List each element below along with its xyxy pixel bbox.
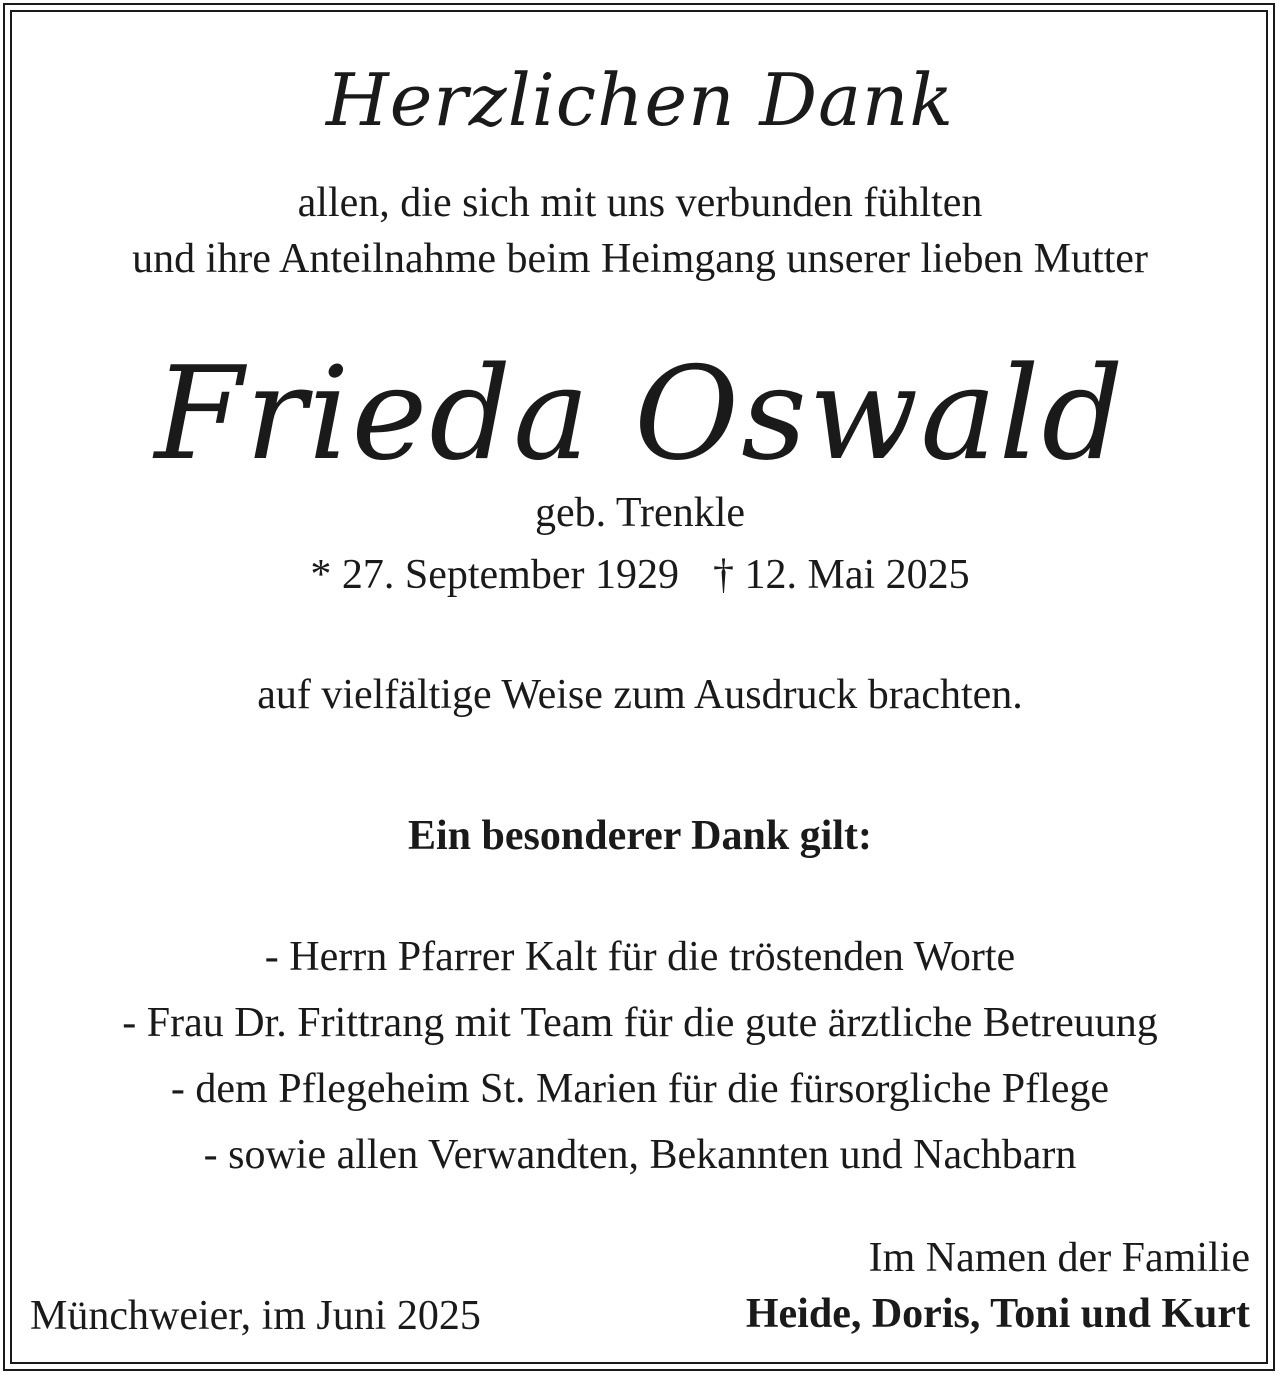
thanks-list [0, 924, 1280, 1188]
life-dates [0, 550, 1280, 600]
special-thanks-heading: Ein besonderer Dank gilt: [407, 813, 872, 859]
thanks-item: - Herrn Pfarrer Kalt für die tröstenden Worte [264, 934, 1016, 980]
notice-heading: Herzlichen Dank [325, 58, 955, 142]
family-label: Im Namen der Familie [868, 1235, 1250, 1281]
thanks-item: - sowie allen Verwandten, Bekannten und Nachbarn [203, 1132, 1077, 1178]
thanks-item: - Frau Dr. Frittrang mit Team für die gute ärztliche Betreuung [122, 1000, 1158, 1046]
intro-line-2: und ihre Anteilnahme beim Heimgang unserer lieben Mutter [132, 236, 1148, 282]
deceased-name: Frieda Oswald [154, 340, 1126, 489]
family-names: Heide, Doris, Toni und Kurt [745, 1291, 1250, 1337]
death-date: † 12. Mai 2025 [712, 552, 970, 598]
expression-line: auf vielfältige Weise zum Ausdruck brachten. [257, 672, 1023, 718]
place-date: Münchweier, im Juni 2025 [30, 1293, 481, 1339]
intro-line-1: allen, die sich mit uns verbunden fühlten [297, 180, 983, 226]
thanks-item: - dem Pflegeheim St. Marien für die fürsorgliche Pflege [170, 1066, 1110, 1112]
maiden-name: geb. Trenkle [535, 490, 745, 536]
birth-date: * 27. September 1929 [310, 552, 679, 598]
